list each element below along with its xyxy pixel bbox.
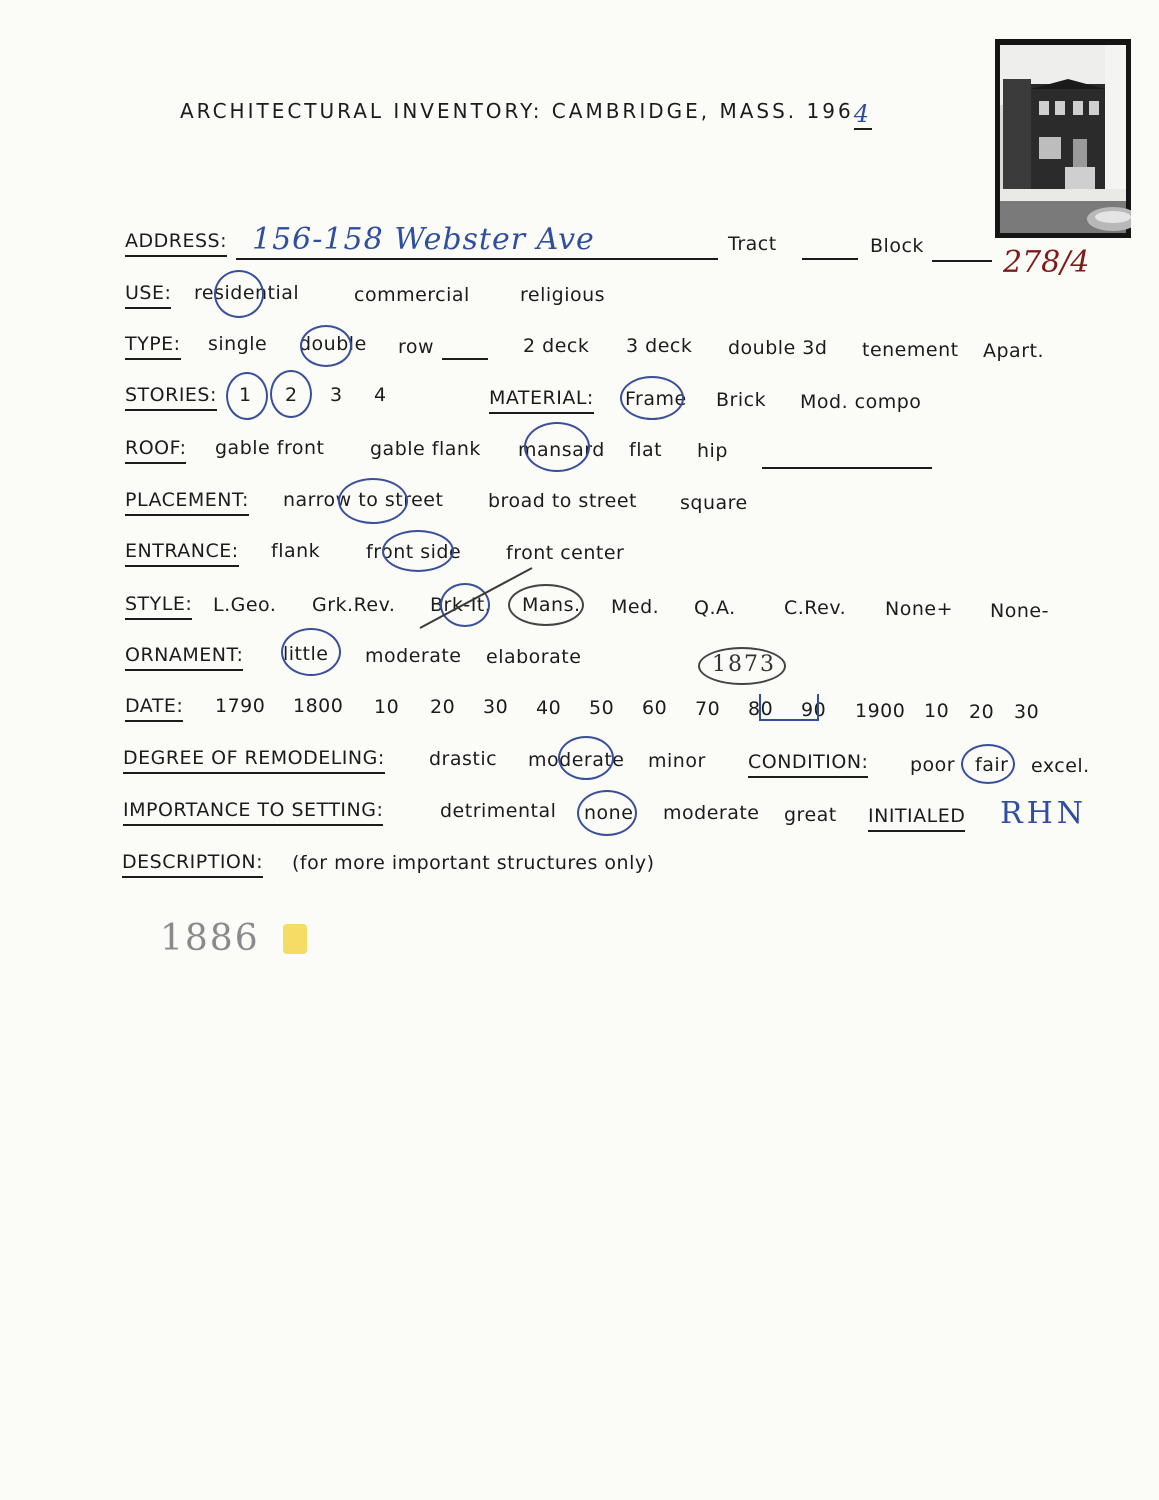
date-30: 30 — [483, 696, 509, 718]
placement-narrow: narrow to street — [283, 489, 444, 511]
date-50: 50 — [589, 697, 615, 719]
ornament-elaborate: elaborate — [486, 646, 582, 668]
date-70: 70 — [695, 698, 721, 720]
style-med: Med. — [611, 596, 660, 618]
entrance-front-center: front center — [506, 542, 625, 564]
date-40: 40 — [536, 697, 562, 719]
style-none-plus: None+ — [885, 598, 953, 620]
remodeling-label: DEGREE OF REMODELING: — [123, 747, 385, 774]
type-tenement: tenement — [862, 339, 959, 361]
description-label: DESCRIPTION: — [122, 851, 263, 878]
type-double-3d: double 3d — [728, 337, 828, 359]
entrance-flank: flank — [271, 540, 321, 562]
address-label: ADDRESS: — [125, 230, 227, 257]
material-frame: Frame — [625, 388, 687, 410]
placement-square: square — [680, 492, 748, 514]
importance-great: great — [784, 804, 837, 826]
style-l-geo: L.Geo. — [213, 594, 277, 616]
type-3-deck: 3 deck — [626, 335, 693, 357]
initialed-value: RHN — [1000, 796, 1087, 831]
roof-label: ROOF: — [125, 437, 186, 464]
placement-broad: broad to street — [488, 490, 638, 512]
date-1800: 1800 — [293, 695, 344, 717]
date-annotation: 1873 — [712, 652, 776, 677]
title-text: ARCHITECTURAL INVENTORY: CAMBRIDGE, MASS. 196 — [180, 99, 854, 123]
date-1910: 10 — [924, 700, 950, 722]
style-grk-rev: Grk.Rev. — [312, 594, 396, 616]
roof-mansard: mansard — [518, 439, 605, 461]
type-row: row — [398, 336, 435, 358]
address-value: 156-158 Webster Ave — [252, 222, 595, 257]
remodeling-drastic: drastic — [429, 748, 498, 770]
importance-none: none — [584, 802, 634, 824]
date-1920: 20 — [969, 701, 995, 723]
style-label: STYLE: — [125, 593, 192, 620]
type-double: double — [299, 333, 367, 355]
date-90: 90 — [801, 699, 827, 721]
type-single: single — [208, 333, 268, 355]
style-brk-it: Brk-It. — [430, 594, 492, 616]
date-80: 80 — [748, 698, 774, 720]
date-60: 60 — [642, 697, 668, 719]
condition-label: CONDITION: — [748, 751, 868, 778]
date-bracket-mark — [760, 694, 818, 720]
roof-hip: hip — [697, 440, 728, 462]
style-strike-mark — [420, 568, 532, 628]
remodeling-moderate: moderate — [528, 749, 625, 771]
stories-1: 1 — [239, 384, 252, 406]
roof-gable-flank: gable flank — [370, 438, 481, 460]
condition-poor: poor — [910, 754, 956, 776]
use-commercial: commercial — [354, 284, 470, 306]
ornament-little: little — [283, 643, 329, 665]
roof-gable-front: gable front — [215, 437, 325, 459]
condition-excel: excel. — [1031, 755, 1090, 777]
style-mans: Mans. — [522, 594, 581, 616]
stories-2: 2 — [285, 384, 298, 406]
date-label: DATE: — [125, 695, 183, 722]
material-label: MATERIAL: — [489, 387, 594, 414]
placement-label: PLACEMENT: — [125, 489, 249, 516]
ornament-label: ORNAMENT: — [125, 644, 243, 671]
tract-label: Tract — [728, 233, 777, 255]
description-note: 1886 — [160, 918, 260, 959]
material-brick: Brick — [716, 389, 767, 411]
style-none-minus: None- — [990, 600, 1049, 622]
stories-3: 3 — [330, 384, 343, 406]
use-residential: residential — [194, 282, 300, 304]
style-c-rev: C.Rev. — [784, 597, 847, 619]
type-apart: Apart. — [983, 340, 1045, 362]
condition-fair: fair — [975, 754, 1009, 776]
stories-label: STORIES: — [125, 384, 217, 411]
ornament-moderate: moderate — [365, 645, 462, 667]
use-label: USE: — [125, 282, 171, 309]
date-1930: 30 — [1014, 701, 1040, 723]
roof-flat: flat — [629, 439, 663, 461]
type-2-deck: 2 deck — [523, 335, 590, 357]
year-suffix: 4 — [853, 100, 872, 128]
description-hint: (for more important structures only) — [292, 852, 655, 874]
material-mod-compo: Mod. compo — [800, 391, 922, 413]
entrance-label: ENTRANCE: — [125, 540, 239, 567]
use-religious: religious — [520, 284, 606, 306]
initialed-label: INITIALED — [868, 805, 965, 832]
type-label: TYPE: — [125, 333, 181, 360]
block-label: Block — [870, 235, 924, 257]
remodeling-minor: minor — [648, 750, 706, 772]
importance-moderate: moderate — [663, 802, 760, 824]
entrance-front-side: front side — [366, 541, 462, 563]
importance-detrimental: detrimental — [440, 800, 557, 822]
stories-4: 4 — [374, 384, 387, 406]
date-20: 20 — [430, 696, 456, 718]
date-10: 10 — [374, 696, 400, 718]
importance-label: IMPORTANCE TO SETTING: — [123, 799, 383, 826]
date-1900: 1900 — [855, 700, 906, 722]
date-1790: 1790 — [215, 695, 266, 717]
style-qa: Q.A. — [694, 597, 736, 619]
block-value: 278/4 — [1003, 245, 1090, 280]
